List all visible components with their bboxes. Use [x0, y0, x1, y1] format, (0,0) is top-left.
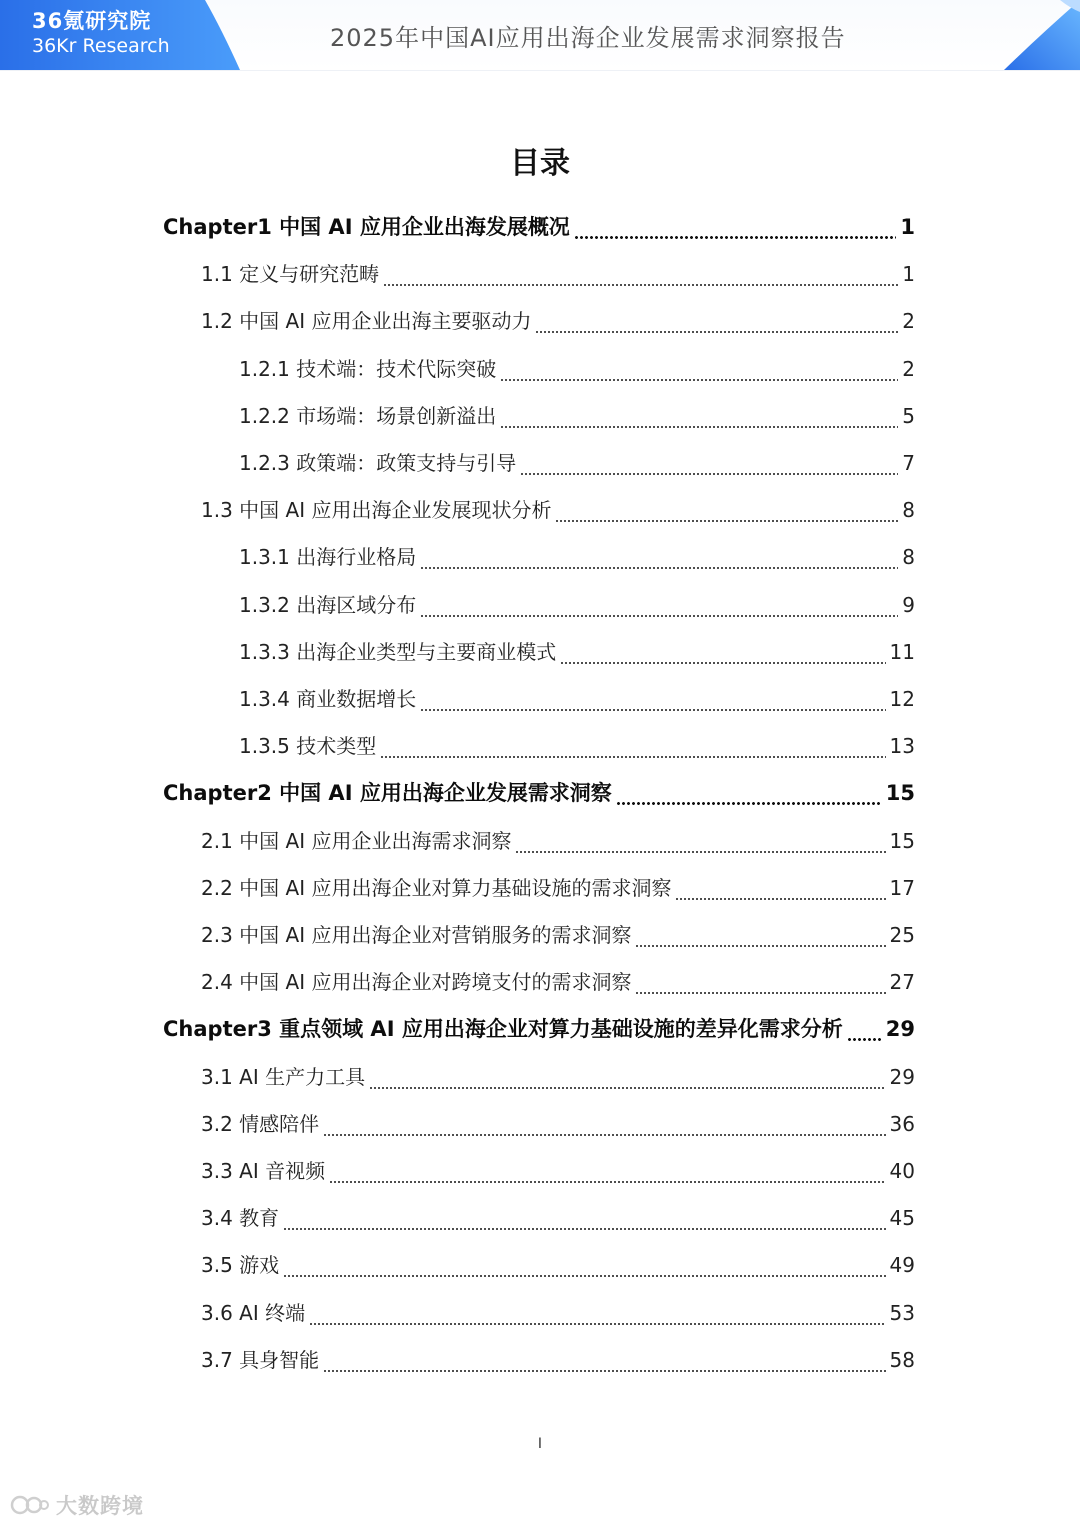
toc-section-entry[interactable]	[239, 537, 915, 577]
toc-entry-title: 1.1 定义与研究范畴	[201, 262, 380, 287]
toc-section-entry[interactable]	[201, 962, 915, 1002]
toc-chapter-entry[interactable]	[163, 207, 915, 247]
toc-entry-page: 53	[889, 1300, 915, 1325]
toc-entry-page: 13	[889, 734, 915, 759]
toc-chapter-entry[interactable]	[163, 773, 915, 813]
toc-section-entry[interactable]	[201, 1057, 915, 1097]
toc-dot-leader	[309, 1293, 885, 1333]
toc-entry-page: 45	[889, 1206, 915, 1231]
toc-dot-leader	[500, 396, 898, 436]
toc-dot-leader	[560, 632, 885, 672]
toc-entry-title: 3.6 AI 终端	[201, 1300, 306, 1325]
toc-entry-page: 1	[902, 262, 915, 287]
toc-entry-title: 1.3.4 商业数据增长	[239, 687, 417, 711]
toc-section-entry[interactable]	[201, 1151, 915, 1191]
toc-section-entry[interactable]	[239, 632, 915, 672]
watermark	[10, 1490, 144, 1520]
toc-section-entry[interactable]	[201, 1104, 915, 1144]
toc-entry-page: 29	[889, 1064, 915, 1089]
toc-dot-leader	[420, 585, 898, 625]
toc-section-entry[interactable]	[239, 679, 915, 719]
toc-entry-page: 7	[902, 451, 915, 475]
toc-dot-leader	[555, 490, 898, 530]
toc-dot-leader	[535, 301, 898, 341]
toc-entry-page: 9	[902, 592, 915, 617]
toc-section-entry[interactable]	[201, 254, 915, 294]
toc-entry-title: 1.2.1 技术端：技术代际突破	[239, 356, 497, 381]
watermark-text: 大数跨境	[56, 1494, 144, 1518]
toc-entry-title: 2.1 中国 AI 应用企业出海需求洞察	[201, 828, 512, 853]
logo	[32, 8, 170, 58]
logo-en: 36Kr Research	[32, 35, 170, 57]
toc-dot-leader	[323, 1104, 885, 1144]
toc-entry-page: 11	[889, 639, 915, 664]
toc-dot-leader	[420, 679, 885, 719]
toc-section-entry[interactable]	[239, 726, 915, 766]
toc-dot-leader	[675, 868, 885, 908]
toc-entry-title: 3.5 游戏	[201, 1253, 280, 1278]
toc-dot-leader	[323, 1340, 885, 1380]
toc-entry-page: 5	[902, 403, 915, 428]
toc-entry-title: Chapter3 重点领域 AI 应用出海企业对算力基础设施的差异化需求分析	[163, 1017, 843, 1042]
toc-chapter-entry[interactable]	[163, 1009, 915, 1049]
toc-entry-page: 15	[885, 781, 915, 806]
toc-entry-page: 12	[889, 687, 915, 711]
toc-section-entry[interactable]	[201, 915, 915, 955]
toc-dot-leader	[574, 207, 897, 247]
toc-section-entry[interactable]	[201, 1245, 915, 1285]
toc-entry-page: 27	[889, 970, 915, 995]
toc-entry-title: 2.2 中国 AI 应用出海企业对算力基础设施的需求洞察	[201, 875, 672, 900]
toc-entry-page: 25	[889, 923, 915, 947]
toc-dot-leader	[500, 349, 898, 389]
toc-entry-title: 3.4 教育	[201, 1206, 280, 1231]
report-title: 2025年中国AI应用出海企业发展需求洞察报告	[330, 24, 846, 52]
toc-entry-page: 1	[900, 215, 915, 239]
toc-entry-page: 29	[885, 1017, 915, 1042]
toc-dot-leader	[383, 254, 898, 294]
logo-cn: 36氪研究院	[32, 9, 152, 33]
toc-entry-title: 1.2.2 市场端：场景创新溢出	[239, 403, 497, 428]
toc-entry-page: 40	[889, 1159, 915, 1183]
toc-entry-title: Chapter2 中国 AI 应用出海企业发展需求洞察	[163, 781, 612, 806]
toc-entry-page: 15	[889, 828, 915, 853]
toc-dot-leader	[635, 915, 885, 955]
toc-section-entry[interactable]	[239, 585, 915, 625]
toc-section-entry[interactable]	[201, 821, 915, 861]
toc-entry-page: 8	[902, 545, 915, 570]
toc-section-entry[interactable]	[201, 1340, 915, 1380]
toc-entry-title: 2.4 中国 AI 应用出海企业对跨境支付的需求洞察	[201, 970, 632, 995]
toc-dot-leader	[283, 1198, 885, 1238]
toc-entry-page: 8	[902, 498, 915, 523]
toc-dot-leader	[616, 773, 882, 813]
toc-dot-leader	[369, 1057, 885, 1097]
toc-entry-title: 1.2.3 政策端：政策支持与引导	[239, 451, 517, 475]
toc-section-entry[interactable]	[201, 1198, 915, 1238]
toc-section-entry[interactable]	[239, 349, 915, 389]
toc-entry-title: 1.3.5 技术类型	[239, 734, 377, 759]
toc-heading: 目录	[510, 146, 570, 181]
toc-dot-leader	[515, 821, 885, 861]
page-number: I	[537, 1436, 543, 1452]
toc-entry-page: 58	[889, 1347, 915, 1372]
corner-decoration	[1000, 0, 1080, 70]
toc-entry-title: Chapter1 中国 AI 应用企业出海发展概况	[163, 215, 570, 239]
toc-dot-leader	[329, 1151, 885, 1191]
toc-dot-leader	[635, 962, 885, 1002]
toc-section-entry[interactable]	[201, 490, 915, 530]
toc-dot-leader	[380, 726, 885, 766]
toc-section-entry[interactable]	[239, 396, 915, 436]
toc-dot-leader	[420, 537, 898, 577]
toc-section-entry[interactable]	[201, 1293, 915, 1333]
toc-entry-page: 2	[902, 356, 915, 381]
watermark-logo-icon	[10, 1494, 50, 1516]
page-header	[0, 0, 1080, 71]
toc-entry-title: 1.3 中国 AI 应用出海企业发展现状分析	[201, 498, 552, 523]
toc-entry-title: 1.3.2 出海区域分布	[239, 592, 417, 617]
toc-section-entry[interactable]	[239, 443, 915, 483]
toc-dot-leader	[283, 1245, 885, 1285]
toc-entry-title: 3.1 AI 生产力工具	[201, 1064, 366, 1089]
toc-entry-title: 2.3 中国 AI 应用出海企业对营销服务的需求洞察	[201, 923, 632, 947]
toc-entry-title: 1.3.1 出海行业格局	[239, 545, 417, 570]
toc-entry-title: 3.2 情感陪伴	[201, 1111, 320, 1136]
toc-entry-page: 2	[902, 309, 915, 334]
toc-dot-leader	[847, 1009, 882, 1049]
toc-entry-page: 36	[889, 1111, 915, 1136]
toc-section-entry[interactable]	[201, 301, 915, 341]
toc-entry-title: 3.7 具身智能	[201, 1347, 320, 1372]
toc-entry-page: 17	[889, 875, 915, 900]
toc-entry-page: 49	[889, 1253, 915, 1278]
toc-entry-title: 1.3.3 出海企业类型与主要商业模式	[239, 639, 557, 664]
toc-entry-title: 1.2 中国 AI 应用企业出海主要驱动力	[201, 309, 532, 334]
toc-section-entry[interactable]	[201, 868, 915, 908]
toc-entry-title: 3.3 AI 音视频	[201, 1159, 326, 1183]
toc-dot-leader	[520, 443, 898, 483]
